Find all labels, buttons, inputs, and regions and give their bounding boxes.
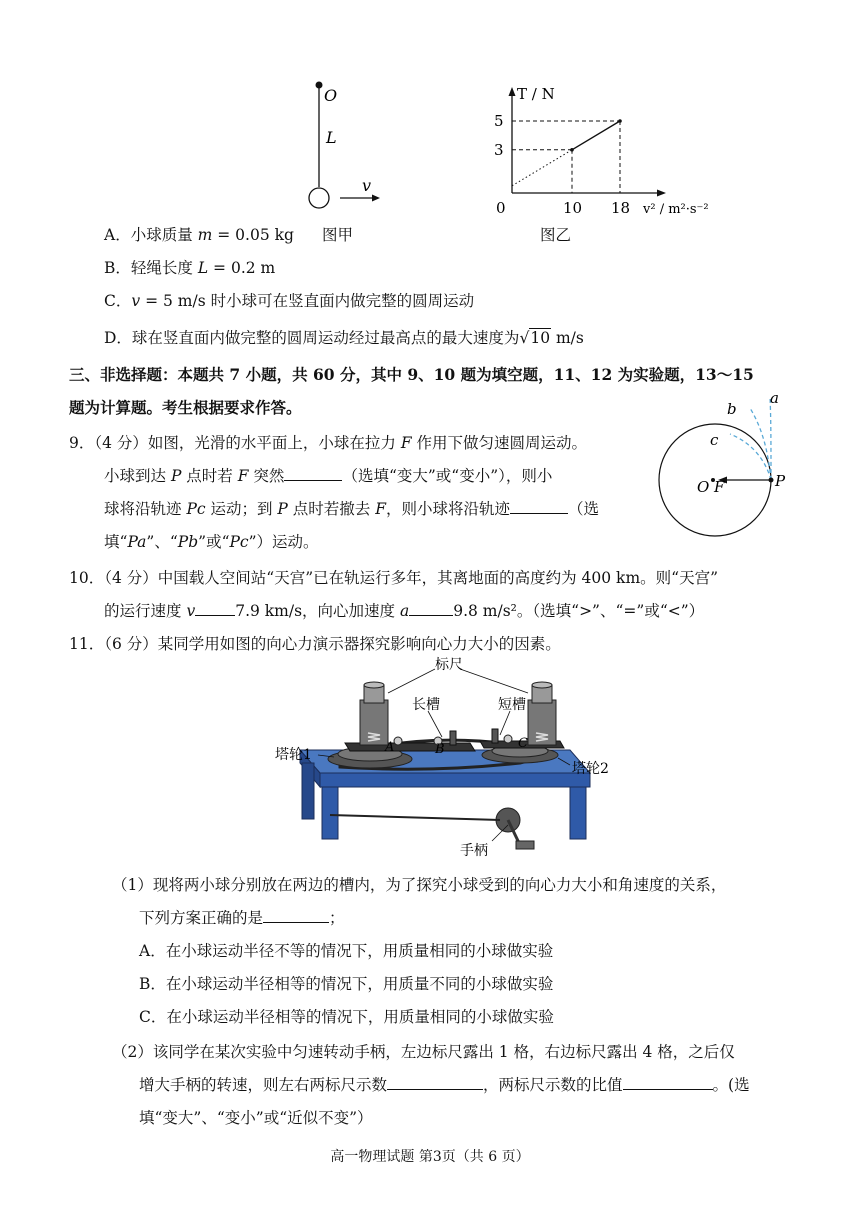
q9-text: 运动；到 xyxy=(205,500,278,518)
x-axis-arrow xyxy=(657,190,666,197)
ball-C xyxy=(504,735,512,743)
q9-var-Pb: Pb xyxy=(177,533,199,551)
q9-text: ”、“ xyxy=(146,533,178,551)
q9-line3 xyxy=(104,497,599,519)
origin-label: 0 xyxy=(496,199,506,217)
label-A: A xyxy=(385,740,395,755)
data-line xyxy=(572,121,620,150)
q11-text: 下列方案正确的是 xyxy=(139,909,264,927)
q11-option-A: A．在小球运动半径不等的情况下，用质量相同的小球做实验 xyxy=(139,942,554,960)
option-C-text: C． xyxy=(104,292,132,310)
bottom-belt xyxy=(330,815,500,820)
label-shoubing: 手柄 xyxy=(460,843,488,859)
q10-line1 xyxy=(69,566,718,588)
option-D-unit: m/s xyxy=(551,329,584,347)
caption-fig-yi: 图乙 xyxy=(540,226,572,244)
point-P xyxy=(769,478,774,483)
q9-text: 点时若撤去 xyxy=(287,500,376,518)
y-axis-label: T / N xyxy=(517,85,555,103)
velocity-arrowhead xyxy=(372,195,380,202)
sqrt-radicand: 10 xyxy=(530,329,551,347)
leader-changcao xyxy=(428,711,442,737)
label-b: b xyxy=(727,400,737,418)
option-C-var: v xyxy=(131,292,141,310)
q9-line1 xyxy=(69,431,587,453)
leader-duancao xyxy=(500,711,510,735)
data-point-10-3 xyxy=(570,148,574,152)
q10-text: 7.9 km/s，向心加速度 xyxy=(235,602,400,620)
option-B-text: B．轻绳长度 xyxy=(104,259,198,277)
q11-text: 。(选 xyxy=(712,1076,750,1094)
q11-part2-line2 xyxy=(139,1073,750,1095)
label-duancao: 短槽 xyxy=(498,697,526,713)
q11-part1-line2 xyxy=(139,906,345,928)
q9-text: ，则小球将沿轨迹 xyxy=(385,500,510,518)
label-talun2: 塔轮2 xyxy=(572,761,609,777)
figure-circle-trajectory xyxy=(650,390,790,555)
leader-biaochi-left xyxy=(388,669,435,693)
option-B-q8 xyxy=(104,256,275,278)
q11-text: ； xyxy=(329,909,345,927)
q10-text: （4 分）中国载人空间站“天宫”已在轨运行多年，其离地面的高度约为 400 km。则“天宫” xyxy=(104,569,719,587)
q9-text: （选 xyxy=(568,500,600,518)
ball-A xyxy=(394,737,402,745)
section3-line1: 三、非选择题：本题共 7 小题，共 60 分，其中 9、10 题为填空题，11、12 为实验题，13～15 xyxy=(69,365,754,384)
option-A-q8 xyxy=(104,223,294,245)
table-leg-back-left xyxy=(302,763,314,819)
option-A-var: m xyxy=(197,226,213,244)
option-A-text: A．小球质量 xyxy=(104,226,198,244)
label-O: O xyxy=(324,86,338,105)
trajectory-c xyxy=(730,434,771,480)
label-biaochi: 标尺 xyxy=(435,657,463,673)
leader-biaochi-right xyxy=(460,669,528,693)
label-v: v xyxy=(362,176,372,195)
q11-answer-blank-2[interactable] xyxy=(387,1075,483,1090)
q10-answer-blank-1[interactable] xyxy=(195,601,235,616)
label-C: C xyxy=(518,736,528,751)
q10-answer-blank-2[interactable] xyxy=(409,601,453,616)
label-c: c xyxy=(710,431,719,449)
q9-text: （选填“变大”或“变小”），则小 xyxy=(342,467,553,485)
baffle-left xyxy=(450,731,456,745)
x-tick-10: 10 xyxy=(563,199,583,217)
q9-var-Pc: Pc xyxy=(186,500,206,518)
q11-number: 11． xyxy=(69,635,105,653)
q10-var-v: v xyxy=(186,602,196,620)
q9-var-Pa: Pa xyxy=(127,533,147,551)
q9-text: ”或“ xyxy=(198,533,230,551)
q11-option-B: B．在小球运动半径相等的情况下，用质量不同的小球做实验 xyxy=(139,975,554,993)
table-leg-left xyxy=(322,787,338,839)
data-point-18-5 xyxy=(618,119,622,123)
y-axis-arrow xyxy=(509,87,516,96)
option-C-value: = 5 m/s 时小球可在竖直面内做完整的圆周运动 xyxy=(140,292,475,310)
y-tick-3: 3 xyxy=(494,140,504,159)
q9-var-F: F xyxy=(400,434,412,452)
q9-text: 小球到达 xyxy=(104,467,171,485)
q9-text: 点时若 xyxy=(181,467,238,485)
extrapolated-line xyxy=(512,150,572,186)
figure-centripetal-apparatus xyxy=(270,655,630,865)
label-P: P xyxy=(775,472,786,490)
q11-answer-blank-3[interactable] xyxy=(623,1075,713,1090)
q9-answer-blank-2[interactable] xyxy=(510,499,568,514)
left-scale-top xyxy=(364,682,384,688)
q11-text: 增大手柄的转速，则左右两标尺示数 xyxy=(139,1076,388,1094)
caption-fig-jia: 图甲 xyxy=(322,226,354,244)
q11-text: （6 分）某同学用如图的向心力演示器探究影响向心力大小的因素。 xyxy=(104,635,561,653)
label-O: O xyxy=(697,478,710,496)
q9-line4 xyxy=(104,530,319,552)
label-changcao: 长槽 xyxy=(412,697,440,713)
table-front xyxy=(320,773,590,787)
q11-intro xyxy=(69,632,561,654)
x-tick-18: 18 xyxy=(611,199,631,217)
q9-var-Pc: Pc xyxy=(229,533,249,551)
x-axis-label: v² / m²·s⁻² xyxy=(643,202,709,217)
q11-part1-line1: （1）现将两小球分别放在两边的槽内，为了探究小球受到的向心力大小和角速度的关系， xyxy=(112,876,727,894)
y-tick-5: 5 xyxy=(494,112,504,130)
trajectory-b xyxy=(750,408,771,480)
q9-text: 填“ xyxy=(104,533,128,551)
q9-var-P: P xyxy=(170,467,182,485)
q10-text: 的运行速度 xyxy=(104,602,187,620)
table-leg-right xyxy=(570,787,586,839)
crank-grip xyxy=(516,841,534,849)
q9-text: 球将沿轨迹 xyxy=(104,500,187,518)
q9-number: 9． xyxy=(69,434,95,452)
label-talun1: 塔轮1 xyxy=(275,747,312,763)
option-C-q8 xyxy=(104,289,474,311)
label-F: F xyxy=(714,478,725,496)
ball xyxy=(309,188,329,208)
q11-answer-blank-1[interactable] xyxy=(263,908,329,923)
label-a: a xyxy=(770,390,779,407)
option-B-var: L xyxy=(197,259,209,277)
q10-var-a: a xyxy=(399,602,410,620)
q9-text: ”）运动。 xyxy=(248,533,319,551)
label-L: L xyxy=(326,128,337,147)
option-D-q8 xyxy=(104,326,584,348)
label-B: B xyxy=(435,742,445,757)
chart-T-v2 xyxy=(480,75,730,220)
q11-part2-line3: 填“变大”、“变小”或“近似不变”） xyxy=(139,1109,373,1127)
option-A-value: = 0.05 kg xyxy=(212,226,294,244)
baffle-right xyxy=(492,729,498,743)
q11-text: ，两标尺示数的比值 xyxy=(483,1076,623,1094)
page-footer: 高一物理试题 第3页（共 6 页） xyxy=(330,1149,530,1165)
right-scale-top xyxy=(532,682,552,688)
q9-var-P: P xyxy=(277,500,288,518)
q9-text: 作用下做匀速圆周运动。 xyxy=(411,434,588,452)
q10-text: 9.8 m/s²。（选填“>”、“=”或“<”） xyxy=(453,602,705,620)
option-D-text: D．球在竖直面内做完整的圆周运动经过最高点的最大速度为 xyxy=(104,329,520,347)
option-B-value: = 0.2 m xyxy=(208,259,276,277)
q9-answer-blank-1[interactable] xyxy=(284,466,342,481)
q10-line2 xyxy=(104,599,704,621)
figure-pendulum xyxy=(290,75,400,215)
q9-var-F: F xyxy=(375,500,386,518)
q9-text: （4 分）如图，光滑的水平面上，小球在拉力 xyxy=(94,434,401,452)
q9-text: 突然 xyxy=(248,467,285,485)
q9-line2 xyxy=(104,464,552,486)
section3-line2: 题为计算题。考生根据要求作答。 xyxy=(69,398,302,417)
q9-var-F: F xyxy=(237,467,249,485)
q10-number: 10． xyxy=(69,569,105,587)
sqrt-symbol: √ xyxy=(519,329,530,347)
q11-option-C: C．在小球运动半径相等的情况下，用质量相同的小球做实验 xyxy=(139,1008,554,1026)
q11-part2-line1: （2）该同学在某次实验中匀速转动手柄，左边标尺露出 1 格，右边标尺露出 4 格，之后仅 xyxy=(112,1043,735,1061)
